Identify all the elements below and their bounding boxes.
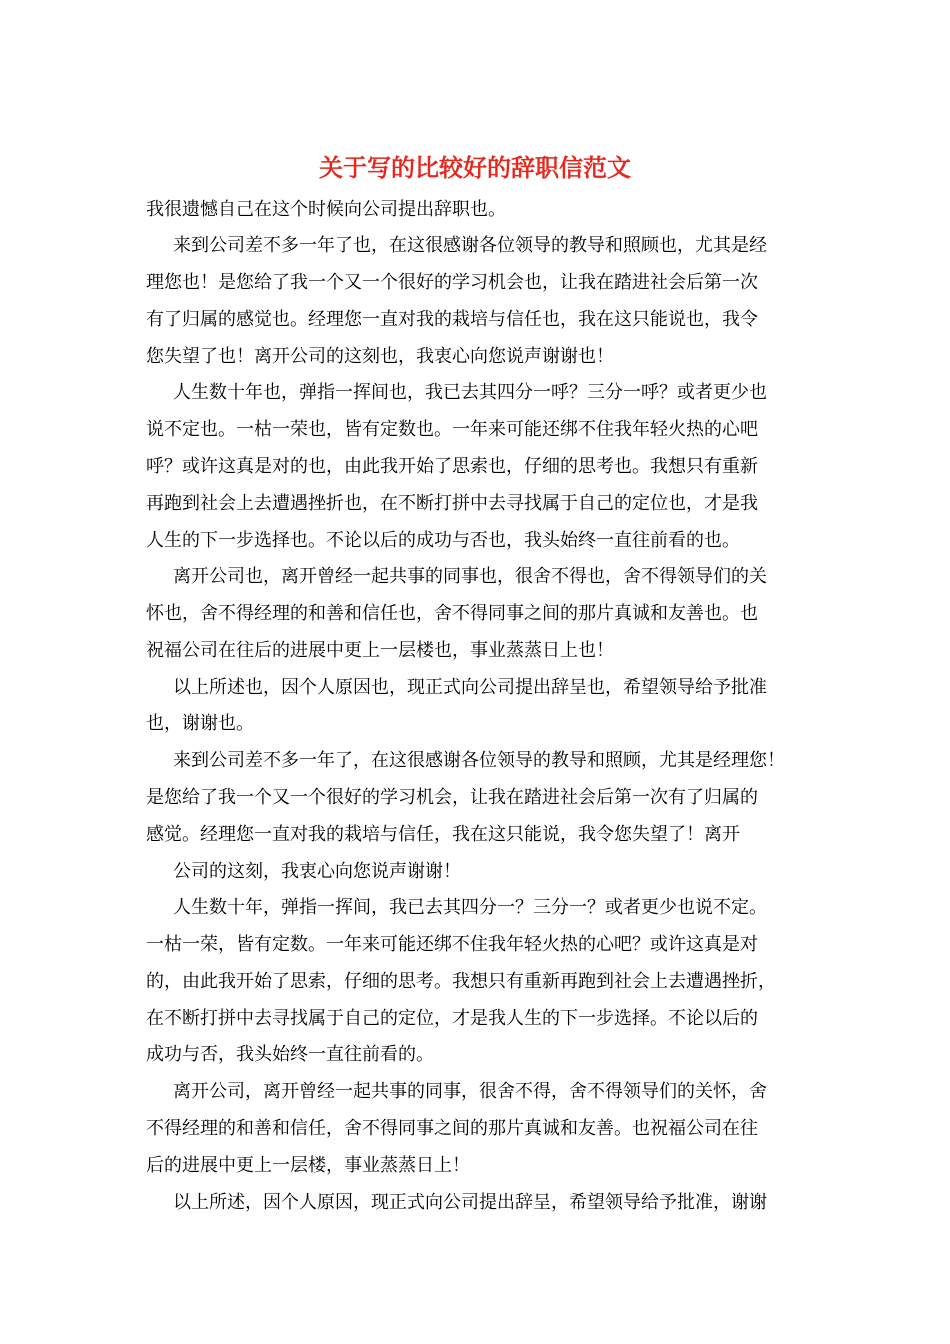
text-line: 来到公司差不多一年了也，在这很感谢各位领导的教导和照顾也，尤其是经 (173, 235, 767, 256)
text-line: 人生的下一步选择也。不论以后的成功与否也，我头始终一直往前看的也。 (146, 530, 740, 551)
text-line: 以上所述也，因个人原因也，现正式向公司提出辞呈也，希望领导给予批准 (173, 677, 767, 698)
text-line: 祝福公司在往后的进展中更上一层楼也，事业蒸蒸日上也！ (146, 640, 614, 661)
text-line: 呼？或许这真是对的也，由此我开始了思索也，仔细的思考也。我想只有重新 (146, 456, 758, 477)
text-line: 说不定也。一枯一荣也，皆有定数也。一年来可能还绑不住我年轻火热的心吧 (146, 419, 758, 440)
text-line: 也，谢谢也。 (146, 713, 254, 734)
text-line: 后的进展中更上一层楼，事业蒸蒸日上！ (146, 1155, 470, 1176)
text-line: 不得经理的和善和信任，舍不得同事之间的那片真诚和友善。也祝福公司在往 (146, 1118, 758, 1139)
text-line: 是您给了我一个又一个很好的学习机会，让我在踏进社会后第一次有了归属的 (146, 787, 758, 808)
text-line: 理您也！是您给了我一个又一个很好的学习机会也，让我在踏进社会后第一次 (146, 272, 758, 293)
text-line: 在不断打拼中去寻找属于自己的定位，才是我人生的下一步选择。不论以后的 (146, 1008, 758, 1029)
text-line: 来到公司差不多一年了，在这很感谢各位领导的教导和照顾，尤其是经理您！ (173, 750, 785, 771)
text-line: 感觉。经理您一直对我的栽培与信任，我在这只能说，我令您失望了！离开 (146, 824, 740, 845)
text-line: 我很遗憾自己在这个时候向公司提出辞职也。 (146, 199, 506, 220)
text-line: 的，由此我开始了思索，仔细的思考。我想只有重新再跑到社会上去遭遇挫折， (146, 971, 776, 992)
text-line: 离开公司，离开曾经一起共事的同事，很舍不得，舍不得领导们的关怀，舍 (173, 1081, 767, 1102)
text-line: 怀也，舍不得经理的和善和信任也，舍不得同事之间的那片真诚和友善也。也 (146, 603, 758, 624)
text-line: 成功与否，我头始终一直往前看的。 (146, 1044, 434, 1065)
text-line: 您失望了也！离开公司的这刻也，我衷心向您说声谢谢也！ (146, 346, 614, 367)
text-line: 有了归属的感觉也。经理您一直对我的栽培与信任也，我在这只能说也，我令 (146, 309, 758, 330)
text-line: 人生数十年也，弹指一挥间也，我已去其四分一呼？三分一呼？或者更少也 (173, 382, 767, 403)
text-line: 离开公司也，离开曾经一起共事的同事也，很舍不得也，舍不得领导们的关 (173, 566, 767, 587)
text-line: 再跑到社会上去遭遇挫折也，在不断打拼中去寻找属于自己的定位也，才是我 (146, 493, 758, 514)
document-title: 关于写的比较好的辞职信范文 (319, 153, 631, 182)
text-line: 人生数十年，弹指一挥间，我已去其四分一？三分一？或者更少也说不定。 (173, 897, 767, 918)
text-line: 以上所述，因个人原因，现正式向公司提出辞呈，希望领导给予批准，谢谢 (173, 1192, 767, 1213)
text-line: 一枯一荣，皆有定数。一年来可能还绑不住我年轻火热的心吧？或许这真是对 (146, 934, 758, 955)
text-line: 公司的这刻，我衷心向您说声谢谢！ (173, 861, 461, 882)
